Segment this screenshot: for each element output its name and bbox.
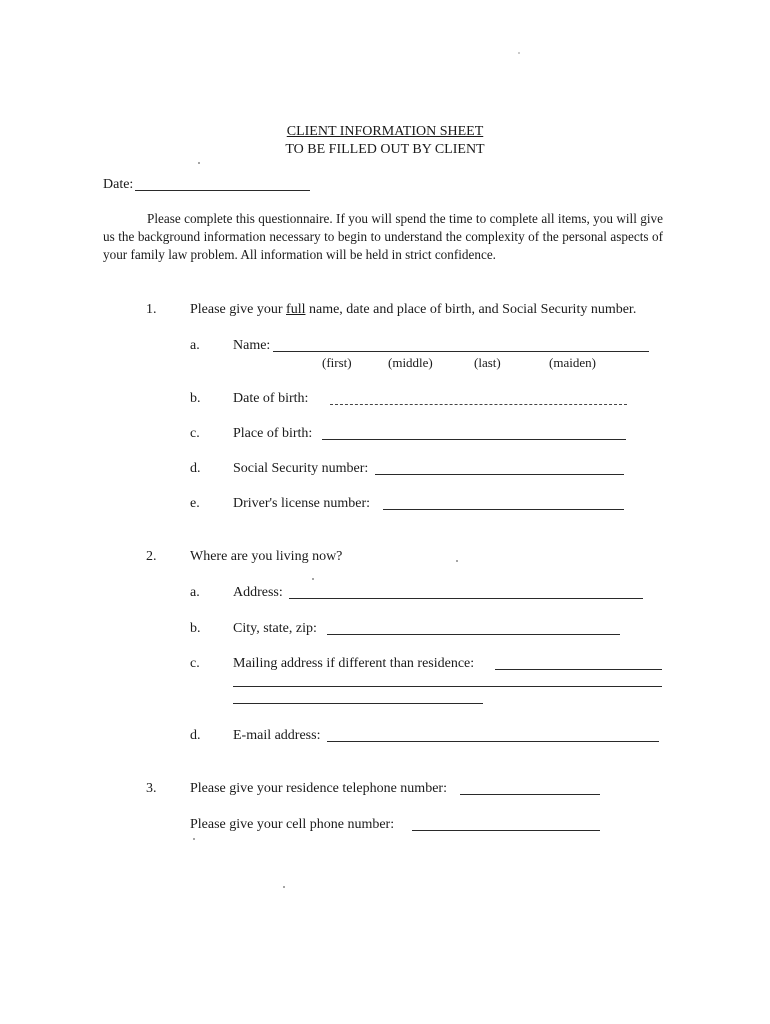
place-of-birth-field[interactable] bbox=[322, 439, 626, 440]
email-field[interactable] bbox=[327, 741, 659, 742]
q2-c-letter: c. bbox=[190, 656, 200, 671]
date-label: Date: bbox=[103, 177, 134, 192]
q1-c-letter: c. bbox=[190, 426, 200, 441]
mailing-address-field-line-2[interactable] bbox=[233, 686, 662, 687]
mailing-address-field-line-1[interactable] bbox=[495, 669, 662, 670]
name-middle-caption: (middle) bbox=[388, 355, 433, 370]
q1-d-letter: d. bbox=[190, 461, 201, 476]
address-label: Address: bbox=[233, 585, 283, 600]
q1-a-letter: a. bbox=[190, 338, 200, 353]
q1-b-letter: b. bbox=[190, 391, 201, 406]
name-label: Name: bbox=[233, 338, 271, 353]
question-2-text: Where are you living now? bbox=[190, 549, 343, 564]
scan-speck bbox=[193, 838, 195, 840]
email-label: E-mail address: bbox=[233, 728, 321, 743]
q1-e-letter: e. bbox=[190, 496, 200, 511]
residence-phone-label: Please give your residence telephone number: bbox=[190, 781, 447, 796]
scan-speck bbox=[283, 886, 285, 888]
ssn-field[interactable] bbox=[375, 474, 624, 475]
date-of-birth-field[interactable] bbox=[330, 404, 627, 405]
question-2-number: 2. bbox=[146, 549, 157, 564]
city-state-zip-label: City, state, zip: bbox=[233, 621, 317, 636]
scan-speck bbox=[198, 162, 200, 164]
q2-b-letter: b. bbox=[190, 621, 201, 636]
date-of-birth-label: Date of birth: bbox=[233, 391, 309, 406]
cell-phone-label: Please give your cell phone number: bbox=[190, 817, 395, 832]
residence-phone-field[interactable] bbox=[460, 794, 600, 795]
mailing-address-field-line-3[interactable] bbox=[233, 703, 483, 704]
name-field[interactable] bbox=[273, 351, 649, 352]
scan-speck bbox=[456, 560, 458, 562]
scan-speck bbox=[312, 578, 314, 580]
drivers-license-label: Driver's license number: bbox=[233, 496, 371, 511]
address-field[interactable] bbox=[289, 598, 643, 599]
date-field[interactable] bbox=[135, 190, 310, 191]
ssn-label: Social Security number: bbox=[233, 461, 369, 476]
name-maiden-caption: (maiden) bbox=[549, 355, 596, 370]
place-of-birth-label: Place of birth: bbox=[233, 426, 313, 441]
form-title: CLIENT INFORMATION SHEET bbox=[286, 124, 484, 139]
question-1-text: Please give your full name, date and place of birth, and Social Security number. bbox=[190, 302, 637, 317]
q2-d-letter: d. bbox=[190, 728, 201, 743]
name-last-caption: (last) bbox=[474, 355, 501, 370]
cell-phone-field[interactable] bbox=[412, 830, 600, 831]
intro-paragraph: Please complete this questionnaire. If you will spend the time to complete all items, you will give us the background information necessary to begin to understand the complexity of the personal aspects of your family law problem. All information will be held in strict confidence. bbox=[103, 211, 663, 262]
q2-a-letter: a. bbox=[190, 585, 200, 600]
scan-speck bbox=[518, 52, 520, 54]
mailing-address-label: Mailing address if different than residence: bbox=[233, 656, 475, 671]
question-1-number: 1. bbox=[146, 302, 157, 317]
drivers-license-field[interactable] bbox=[383, 509, 624, 510]
form-subtitle: TO BE FILLED OUT BY CLIENT bbox=[285, 142, 485, 157]
name-first-caption: (first) bbox=[322, 355, 352, 370]
question-3-number: 3. bbox=[146, 781, 157, 796]
city-state-zip-field[interactable] bbox=[327, 634, 620, 635]
